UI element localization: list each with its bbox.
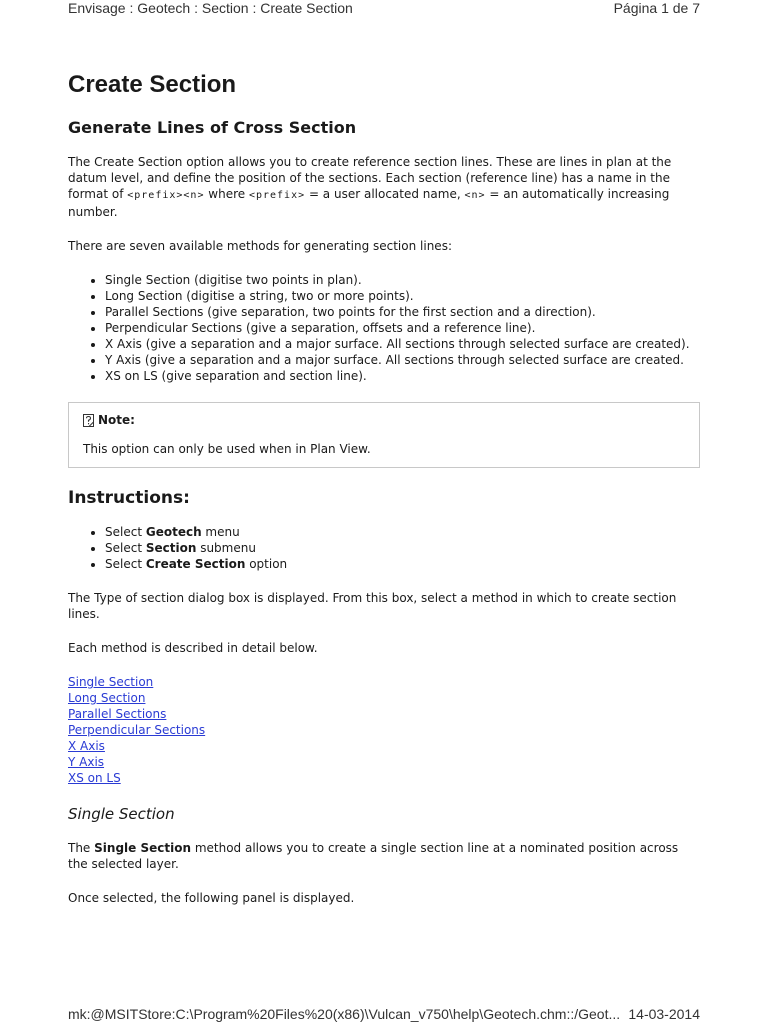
panel-paragraph: Once selected, the following panel is displayed. [68,891,355,905]
link-parallel-sections[interactable]: Parallel Sections [68,707,167,721]
footer-url: mk:@MSITStore:C:\Program%20Files%20(x86)\Vulcan_v750\help\Geotech.chm::/Geot... [68,1006,621,1022]
methods-list [68,272,700,384]
list-item: • XS on LS (give separation and section line). [105,368,700,384]
footer-date: 14-03-2014 [628,1006,700,1022]
code-prefix-n: <prefix><n> [127,190,205,201]
list-item: • Parallel Sections (give separation, two points for the first section and a direction). [105,304,700,320]
header-breadcrumb: Envisage : Geotech : Section : Create Section [68,0,353,16]
dialog-description: The Type of section dialog box is displayed. From this box, select a method in which to create section lines. [68,591,677,621]
methods-intro: There are seven available methods for generating section lines: [68,239,452,253]
list-item: • Perpendicular Sections (give a separation, offsets and a reference line). [105,320,700,336]
instructions-list [68,524,700,572]
instructions-heading: Instructions: [68,488,190,508]
list-item: • Long Section (digitise a string, two or more points). [105,288,700,304]
list-item: • Select Section submenu [105,540,700,556]
code-n: <n> [464,190,486,201]
print-header [68,0,700,16]
link-y-axis[interactable]: Y Axis [68,755,105,769]
note-title [83,413,685,427]
link-x-axis[interactable]: X Axis [68,739,105,753]
header-page-number: Página 1 de 7 [613,0,700,16]
link-xs-on-ls[interactable]: XS on LS [68,771,121,785]
list-item: • Single Section (digitise two points in plan). [105,272,700,288]
single-section-paragraph: The Single Section method allows you to create a single section line at a nominated position across the selected layer. [68,841,679,871]
note-icon [83,414,94,427]
note-text: This option can only be used when in Plan View. [83,442,371,456]
list-item: • X Axis (give a separation and a major surface. All sections through selected surface are created). [105,336,700,352]
note-label: Note: [98,413,135,427]
link-long-section[interactable]: Long Section [68,691,146,705]
methods-description: Each method is described in detail below. [68,641,318,655]
single-section-heading: Single Section [68,805,175,823]
code-prefix: <prefix> [248,190,306,201]
note-box [68,402,700,468]
list-item: • Select Geotech menu [105,524,700,540]
page-subtitle: Generate Lines of Cross Section [68,118,357,137]
link-perpendicular-sections[interactable]: Perpendicular Sections [68,723,206,737]
method-links [68,674,700,786]
print-footer [68,1006,700,1022]
list-item: • Y Axis (give a separation and a major surface. All sections through selected surface are created. [105,352,700,368]
link-single-section[interactable]: Single Section [68,675,154,689]
page-title: Create Section [68,71,237,98]
intro-paragraph: The Create Section option allows you to create reference section lines. These are lines in plan at the datum level, and define the position of the sections. Each section (reference line) has a name in the format of <prefix><n> where <prefix> = a user allocated name, <n> = an automatically increasing number. [68,155,672,219]
document-body [68,70,700,924]
list-item: • Select Create Section option [105,556,700,572]
